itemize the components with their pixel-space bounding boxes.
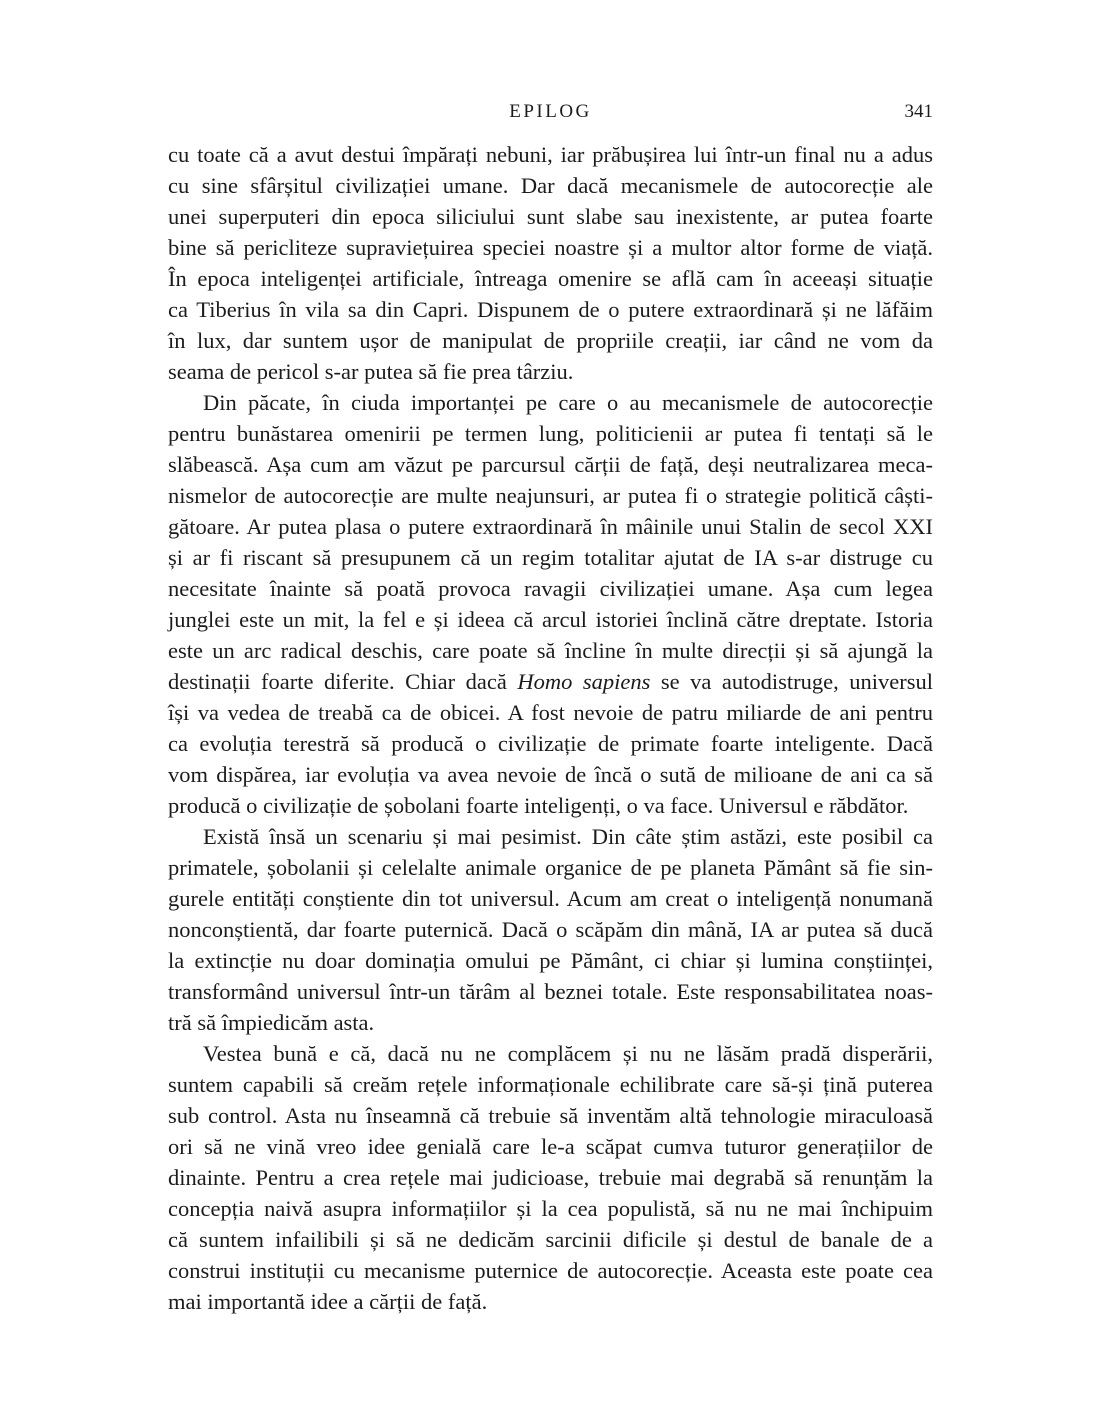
text-line: că suntem infailibili și să ne dedicăm sarcinii dificile și destul de banale de a xyxy=(168,1227,933,1252)
running-head-title: EPILOG xyxy=(509,101,592,122)
text-line: În epoca inteligenței artificiale, întreaga omenire se află cam în aceeași situație xyxy=(168,266,933,291)
text-line: pentru bunăstarea omenirii pe termen lung, politicienii ar putea fi tentați să le xyxy=(168,421,933,446)
text-line: nismelor de autocorecție are multe neajunsuri, ar putea fi o strategie politică câști- xyxy=(168,483,933,508)
text-line: ca Tiberius în vila sa din Capri. Dispunem de o putere extraordinară și ne lăfăim xyxy=(168,297,933,322)
text-line: junglei este un mit, la fel e și ideea că arcul istoriei înclină către dreptate. Istoria xyxy=(168,607,933,632)
text-line: destinații foarte diferite. Chiar dacă Homo sapiens se va autodistruge, universul xyxy=(168,669,934,694)
text-line: vom dispărea, iar evoluția va avea nevoie de încă o sută de milioane de ani ca să xyxy=(168,762,933,787)
page-header xyxy=(168,101,933,125)
text-line: unei superputeri din epoca siliciului sunt slabe sau inexistente, ar putea foarte xyxy=(168,204,933,229)
text-line: necesitate înainte să poată provoca ravagii civilizației umane. Așa cum legea xyxy=(168,576,933,601)
text-line: cu toate că a avut destui împărați nebuni, iar prăbușirea lui într-un final nu a adus xyxy=(168,142,933,167)
text-line: nonconștientă, dar foarte puternică. Dacă o scăpăm din mână, IA ar putea să ducă xyxy=(168,917,933,942)
text-line: își va vedea de treabă ca de obicei. A fost nevoie de patru miliarde de ani pentru xyxy=(168,700,933,725)
text-line: la extincție nu doar dominația omului pe Pământ, ci chiar și lumina conștiinței, xyxy=(168,948,933,973)
text-line: construi instituții cu mecanisme puternice de autocorecție. Aceasta este poate cea xyxy=(168,1258,933,1283)
text-line: gurele entități conștiente din tot universul. Acum am creat o inteligență nonumană xyxy=(168,886,933,911)
text-line: gătoare. Ar putea plasa o putere extraordinară în mâinile unui Stalin de secol XXI xyxy=(168,514,933,539)
text-line: bine să pericliteze supraviețuirea speciei noastre și a multor altor forme de viață. xyxy=(168,235,933,260)
text-line: slăbească. Așa cum am văzut pe parcursul cărții de față, deși neutralizarea meca- xyxy=(168,452,933,477)
text-line: concepția naivă asupra informațiilor și la cea populistă, să nu ne mai închipuim xyxy=(168,1196,933,1221)
text-line: ca evoluția terestră să producă o civilizație de primate foarte inteligente. Dacă xyxy=(168,731,933,756)
text-line: seama de pericol s-ar putea să fie prea târziu. xyxy=(168,359,574,384)
text-line: mai importantă idee a cărții de față. xyxy=(168,1289,488,1314)
text-line: tră să împiedicăm asta. xyxy=(168,1010,375,1035)
text-line: în lux, dar suntem ușor de manipulat de propriile creații, iar când ne vom da xyxy=(168,328,933,353)
page-number: 341 xyxy=(904,101,933,122)
text-line: cu sine sfârșitul civilizației umane. Dar dacă mecanismele de autocorecție ale xyxy=(168,173,933,198)
text-line: ori să ne vină vreo idee genială care le-a scăpat cumva tuturor generațiilor de xyxy=(168,1134,933,1159)
body-text xyxy=(168,139,933,1317)
text-line: sub control. Asta nu înseamnă că trebuie să inventăm altă tehnologie miraculoasă xyxy=(168,1103,933,1128)
text-line: suntem capabili să creăm rețele informaționale echilibrate care să-și țină puterea xyxy=(168,1072,933,1097)
text-line: este un arc radical deschis, care poate să încline în multe direcții și să ajungă la xyxy=(168,638,933,663)
text-line: și ar fi riscant să presupunem că un regim totalitar ajutat de IA s-ar distruge cu xyxy=(168,545,933,570)
text-line: transformând universul într-un tărâm al beznei totale. Este responsabilitatea noas- xyxy=(168,979,933,1004)
text-line: Vestea bună e că, dacă nu ne complăcem și nu ne lăsăm pradă disperării, xyxy=(203,1041,933,1066)
text-line: producă o civilizație de șobolani foarte inteligenți, o va face. Universul e răbdător. xyxy=(168,793,909,818)
text-line: Există însă un scenariu și mai pesimist. Din câte știm astăzi, este posibil ca xyxy=(203,824,933,849)
italic-phrase: Homo sapiens xyxy=(517,669,651,694)
text-line: primatele, șobolanii și celelalte animale organice de pe planeta Pământ să fie sin- xyxy=(168,855,933,880)
text-line: dinainte. Pentru a crea rețele mai judicioase, trebuie mai degrabă să renunțăm la xyxy=(168,1165,933,1190)
text-line: Din păcate, în ciuda importanței pe care o au mecanismele de autocorecție xyxy=(203,390,933,415)
